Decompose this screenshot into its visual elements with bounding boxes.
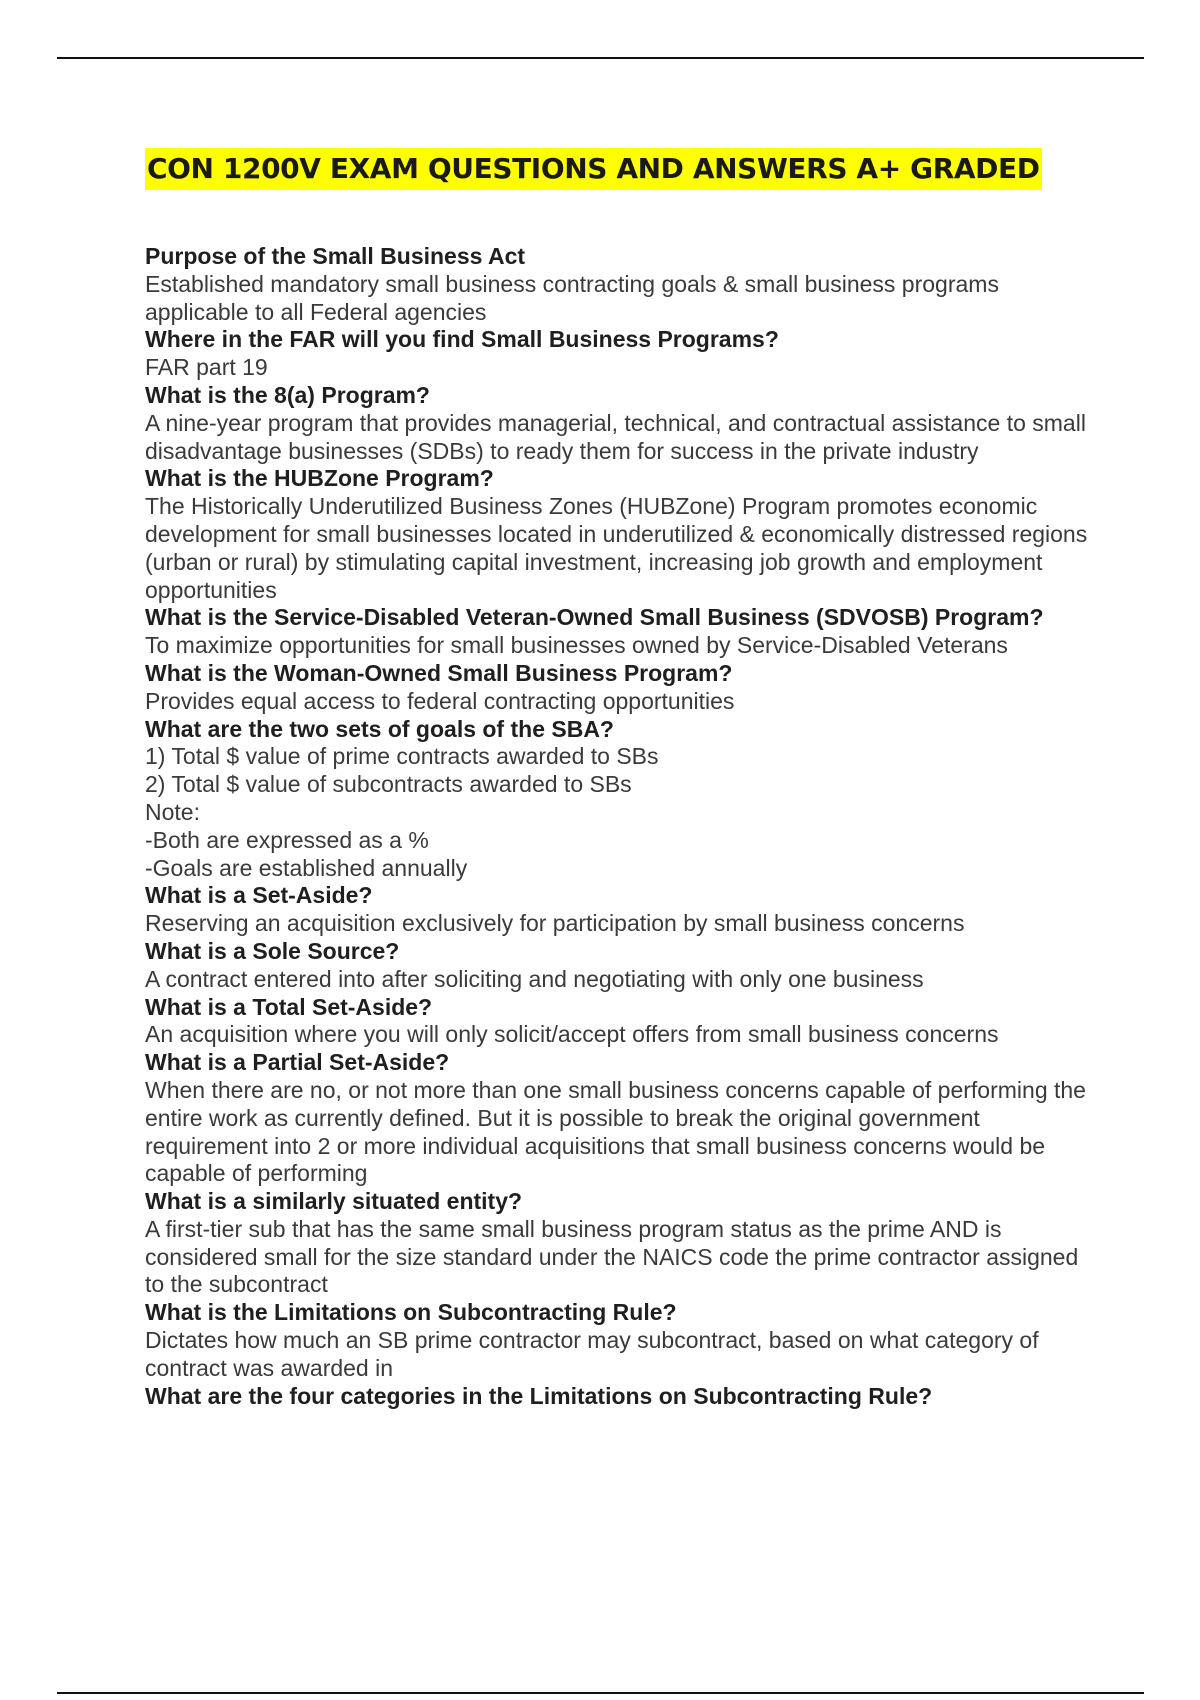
question: What is the HUBZone Program? [145, 465, 494, 492]
question: What is the Limitations on Subcontracting Rule? [145, 1299, 677, 1326]
title-block [145, 148, 1042, 190]
question: What is a Partial Set-Aside? [145, 1049, 450, 1076]
qa-list [145, 243, 1095, 1410]
question: What is the Woman-Owned Small Business Program? [145, 659, 733, 686]
qa-item [145, 243, 1095, 326]
answer: Reserving an acquisition exclusively for participation by small business concerns [145, 910, 965, 937]
question: What is a similarly situated entity? [145, 1188, 523, 1215]
qa-item [145, 1299, 1095, 1382]
answer: Established mandatory small business contracting goals & small business programs applicable to all Federal agencies [145, 270, 999, 325]
qa-item [145, 1188, 1095, 1299]
answer: To maximize opportunities for small businesses owned by Service-Disabled Veterans [145, 632, 1008, 659]
question: What is a Total Set-Aside? [145, 993, 433, 1020]
document-title: CON 1200V EXAM QUESTIONS AND ANSWERS A+ GRADED [145, 148, 1042, 190]
qa-item [145, 326, 1095, 382]
answer: 1) Total $ value of prime contracts awarded to SBs 2) Total $ value of subcontracts awarded to SBs Note: -Both are expressed as a % -Goals are established annually [145, 743, 659, 881]
answer: A contract entered into after soliciting and negotiating with only one business [145, 965, 924, 992]
qa-item [145, 938, 1095, 994]
qa-item [145, 660, 1095, 716]
answer: When there are no, or not more than one small business concerns capable of performing the entire work as currently defined. But it is possible to break the original government requirement into 2 or more individual acquisitions that small business concerns would be capable of performing [145, 1076, 1086, 1187]
qa-item [145, 882, 1095, 938]
question: What is a Set-Aside? [145, 882, 373, 909]
answer: FAR part 19 [145, 354, 268, 381]
answer: Dictates how much an SB prime contractor may subcontract, based on what category of contract was awarded in [145, 1327, 1039, 1381]
question: What are the two sets of goals of the SBA? [145, 715, 614, 742]
qa-item [145, 1049, 1095, 1188]
qa-item [145, 994, 1095, 1050]
answer: Provides equal access to federal contracting opportunities [145, 687, 735, 714]
question: What is the Service-Disabled Veteran-Owned Small Business (SDVOSB) Program? [145, 604, 1044, 631]
question: Where in the FAR will you find Small Business Programs? [145, 326, 779, 353]
answer: An acquisition where you will only solicit/accept offers from small business concerns [145, 1021, 999, 1048]
answer: A first-tier sub that has the same small business program status as the prime AND is considered small for the size standard under the NAICS code the prime contractor assigned to the subcontract [145, 1215, 1079, 1298]
question: What is the 8(a) Program? [145, 381, 430, 408]
answer: The Historically Underutilized Business Zones (HUBZone) Program promotes economic development for small businesses located in underutilized & economically distressed regions (urban or rural) by stimulating capital investment, increasing job growth and employment opportunities [145, 493, 1088, 603]
question: What are the four categories in the Limitations on Subcontracting Rule? [145, 1382, 933, 1409]
qa-item [145, 716, 1095, 883]
question: Purpose of the Small Business Act [145, 243, 526, 269]
header-rule [57, 57, 1144, 59]
footer-rule [57, 1692, 1144, 1694]
answer: A nine-year program that provides managerial, technical, and contractual assistance to small disadvantage businesses (SDBs) to ready them for success in the private industry [145, 409, 1086, 464]
qa-item [145, 465, 1095, 604]
qa-item [145, 382, 1095, 465]
question: What is a Sole Source? [145, 937, 400, 964]
qa-item [145, 604, 1095, 660]
qa-item [145, 1383, 1095, 1411]
